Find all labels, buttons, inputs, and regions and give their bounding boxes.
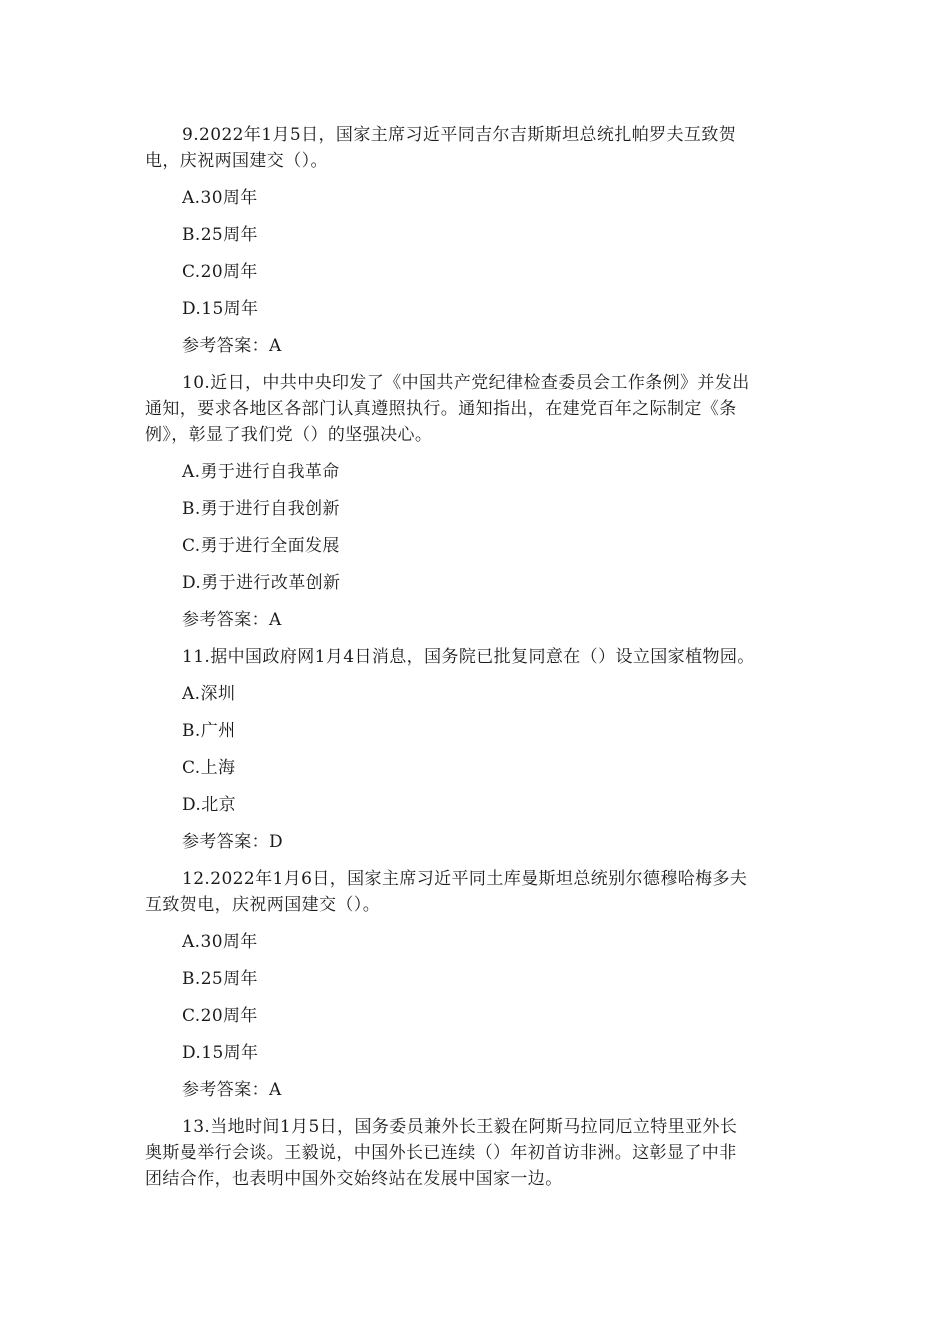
reference-answer: 参考答案：D — [182, 832, 284, 852]
question-list — [145, 122, 810, 1203]
reference-answer: 参考答案：A — [182, 610, 282, 630]
question-stem — [145, 644, 810, 670]
option-a: A.勇于进行自我革命 — [182, 462, 340, 482]
stem-line: 11.据中国政府网1月4日消息，国务院已批复同意在（）设立国家植物园。 — [182, 647, 755, 667]
option-c: C.上海 — [182, 758, 236, 778]
option-c: C.勇于进行全面发展 — [182, 536, 340, 556]
option-d: D.15周年 — [182, 1043, 259, 1063]
reference-answer: 参考答案：A — [182, 1080, 282, 1100]
stem-line: 奥斯曼举行会谈。王毅说，中国外长已连续（）年初首访非洲。这彰显了中非 — [145, 1143, 737, 1163]
option-a: A.深圳 — [182, 684, 236, 704]
option-a: A.30周年 — [182, 188, 258, 208]
question-13 — [145, 1114, 810, 1192]
stem-line: 12.2022年1月6日，国家主席习近平同土库曼斯坦总统别尔德穆哈梅多夫 — [182, 869, 748, 889]
stem-line: 电，庆祝两国建交（）。 — [145, 151, 328, 171]
option-c: C.20周年 — [182, 1006, 258, 1026]
option-b: B.广州 — [182, 721, 236, 741]
stem-line: 9.2022年1月5日，国家主席习近平同吉尔吉斯斯坦总统扎帕罗夫互致贺 — [182, 125, 737, 145]
stem-line: 13.当地时间1月5日，国务委员兼外长王毅在阿斯马拉同厄立特里亚外长 — [182, 1117, 738, 1137]
question-stem — [145, 122, 810, 174]
question-stem — [145, 866, 810, 918]
option-b: B.25周年 — [182, 969, 258, 989]
question-stem — [145, 370, 810, 448]
option-d: D.北京 — [182, 795, 237, 815]
option-c: C.20周年 — [182, 262, 258, 282]
option-a: A.30周年 — [182, 932, 258, 952]
question-stem — [145, 1114, 810, 1192]
question-11 — [145, 644, 810, 855]
stem-line: 例》，彰显了我们党（）的坚强决心。 — [145, 425, 433, 445]
option-b: B.勇于进行自我创新 — [182, 499, 340, 519]
stem-line: 团结合作，也表明中国外交始终站在发展中国家一边。 — [145, 1169, 563, 1189]
stem-line: 通知，要求各地区各部门认真遵照执行。通知指出，在建党百年之际制定《条 — [145, 399, 737, 419]
question-10 — [145, 370, 810, 633]
option-d: D.勇于进行改革创新 — [182, 573, 341, 593]
reference-answer: 参考答案：A — [182, 336, 282, 356]
stem-line: 10.近日，中共中央印发了《中国共产党纪律检查委员会工作条例》并发出 — [182, 373, 750, 393]
option-b: B.25周年 — [182, 225, 258, 245]
stem-line: 互致贺电，庆祝两国建交（）。 — [145, 895, 381, 915]
question-12 — [145, 866, 810, 1103]
question-9 — [145, 122, 810, 359]
option-d: D.15周年 — [182, 299, 259, 319]
